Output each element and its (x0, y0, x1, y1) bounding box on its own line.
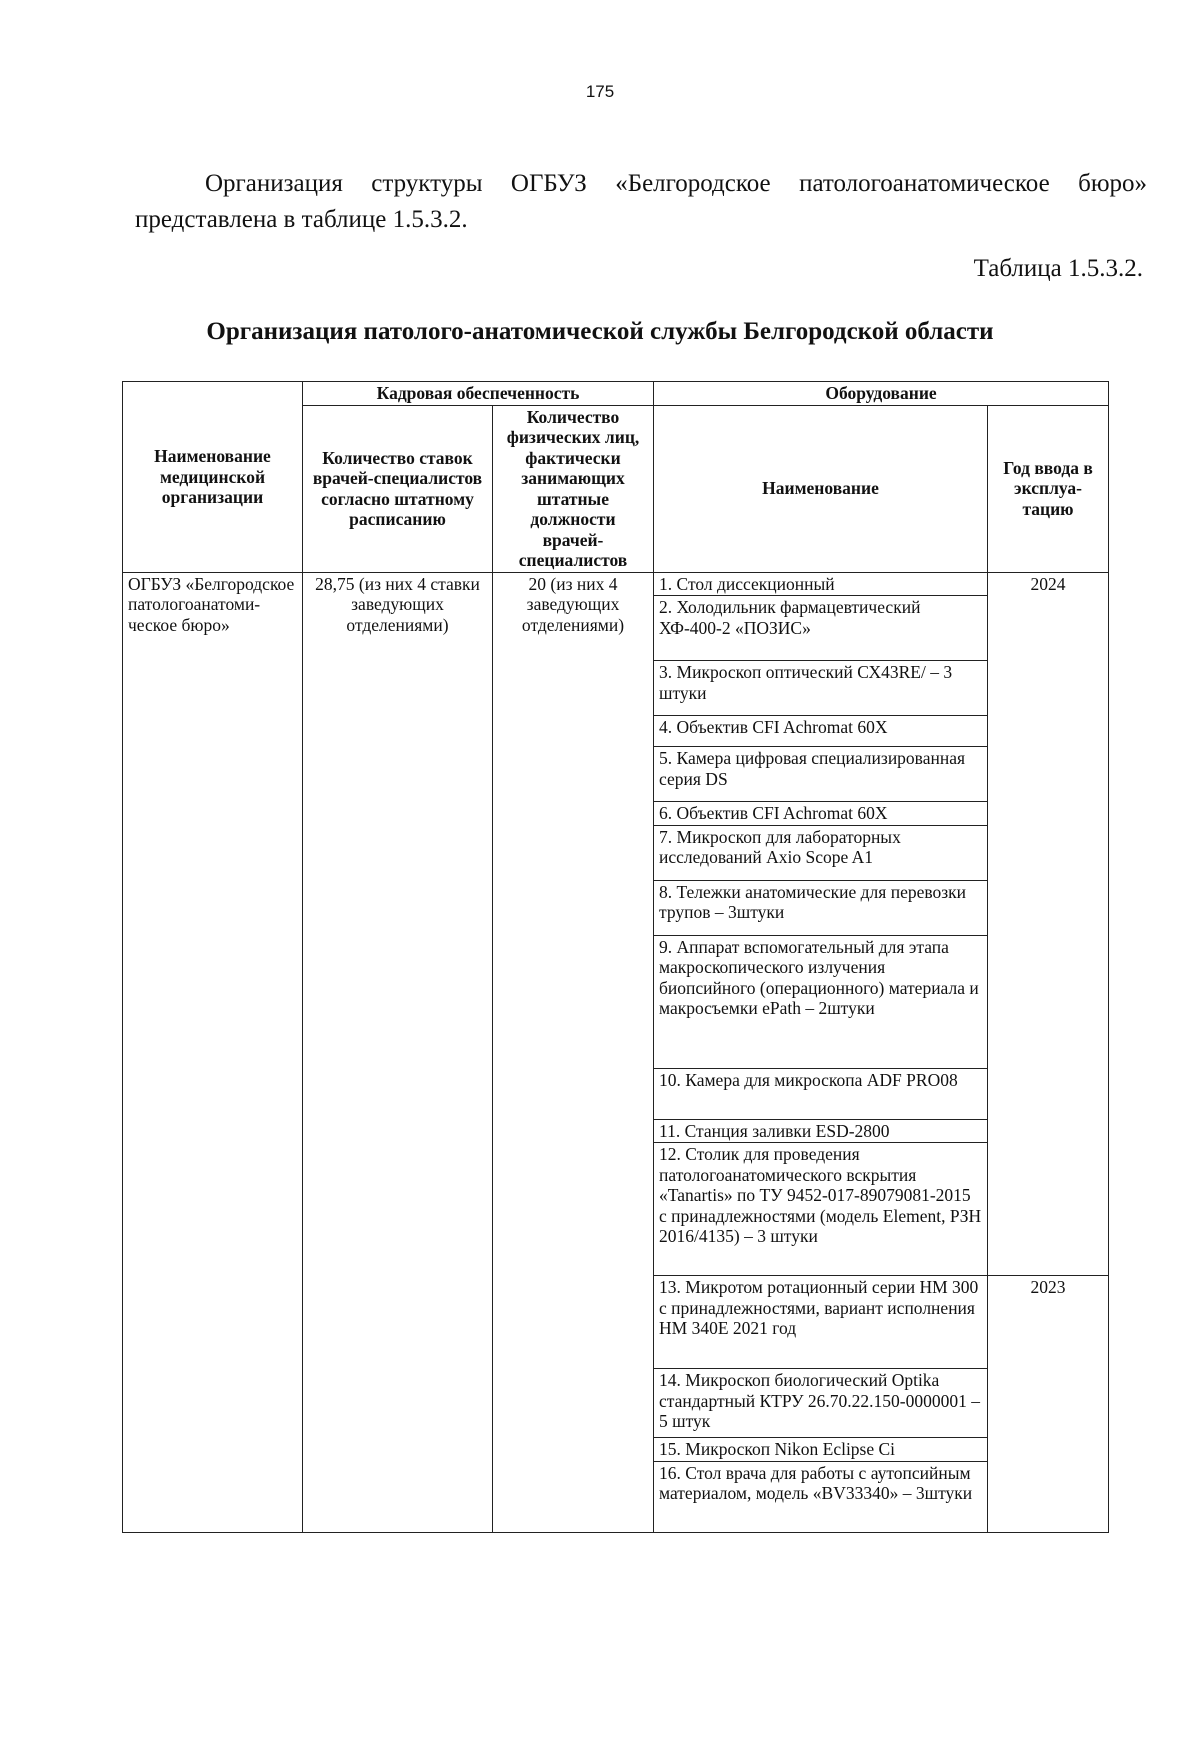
table-row (123, 572, 1109, 596)
equipment-item: 1. Стол диссекционный (654, 572, 988, 596)
header-org-name: Наименование медицинской организации (123, 382, 303, 573)
equipment-item: 7. Микроскоп для лабораторных исследований Axio Scope A1 (654, 825, 988, 880)
equipment-item: 15. Микроскоп Nikon Eclipse Ci (654, 1438, 988, 1462)
rates-cell: 28,75 (из них 4 ставки заведующих отделениями) (303, 572, 493, 1532)
header-staffing: Кадровая обеспеченность (303, 382, 654, 406)
persons-cell: 20 (из них 4 заведующих отделениями) (493, 572, 654, 1532)
year-cell: 2023 (988, 1276, 1109, 1533)
header-row-1 (123, 382, 1109, 406)
equipment-item: 3. Микроскоп оптический СХ43RE/ – 3 штуки (654, 661, 988, 716)
org-name-cell: ОГБУЗ «Белгородское патологоанатоми-ческое бюро» (123, 572, 303, 1532)
equipment-item: 12. Столик для проведения патологоанатомического вскрытия «Tanartis» по ТУ 9452-017-89079081-2015 с принадлежностями (модель Element, РЗН 2016/4135) – 3 штуки (654, 1143, 988, 1276)
header-equip-name: Наименование (654, 405, 988, 572)
table-caption: Таблица 1.5.3.2. (973, 255, 1143, 282)
equipment-item: 2. Холодильник фармацевтический ХФ-400-2 «ПОЗИС» (654, 596, 988, 661)
table-title: Организация патолого-анатомической службы Белгородской области (206, 318, 994, 345)
equipment-item: 10. Камера для микроскопа ADF PRO08 (654, 1068, 988, 1119)
equipment-item: 6. Объектив CFI Achromat 60X (654, 802, 988, 826)
header-rates: Количество ставок врачей-специалистов согласно штатному расписанию (303, 405, 493, 572)
page-number: 175 (585, 82, 615, 101)
organization-table (122, 381, 1109, 1533)
intro-paragraph: Организация структуры ОГБУЗ «Белгородское патологоанатомическое бюро» представлена в таблице 1.5.3.2. (135, 170, 1147, 233)
header-year: Год ввода в эксплуа-тацию (988, 405, 1109, 572)
equipment-item: 11. Станция заливки ESD-2800 (654, 1119, 988, 1143)
equipment-item: 8. Тележки анатомические для перевозки трупов – 3штуки (654, 880, 988, 935)
year-cell: 2024 (988, 572, 1109, 1276)
equipment-item: 4. Объектив CFI Achromat 60X (654, 716, 988, 747)
header-equipment: Оборудование (654, 382, 1109, 406)
equipment-item: 16. Стол врача для работы с аутопсийным материалом, модель «BV33340» – 3штуки (654, 1461, 988, 1532)
equipment-item: 13. Микротом ротационный серии HM 300 с принадлежностями, вариант исполнения HM 340E 2021 год (654, 1276, 988, 1369)
equipment-item: 14. Микроскоп биологический Optika стандартный КТРУ 26.70.22.150-0000001 – 5 штук (654, 1369, 988, 1438)
equipment-item: 5. Камера цифровая специализированная серия DS (654, 747, 988, 802)
equipment-item: 9. Аппарат вспомогательный для этапа макроскопического излучения биопсийного (операционного) материала и макросъемки ePath – 2штуки (654, 935, 988, 1068)
header-persons: Количество физических лиц, фактически занимающих штатные должности врачей-специалистов (493, 405, 654, 572)
